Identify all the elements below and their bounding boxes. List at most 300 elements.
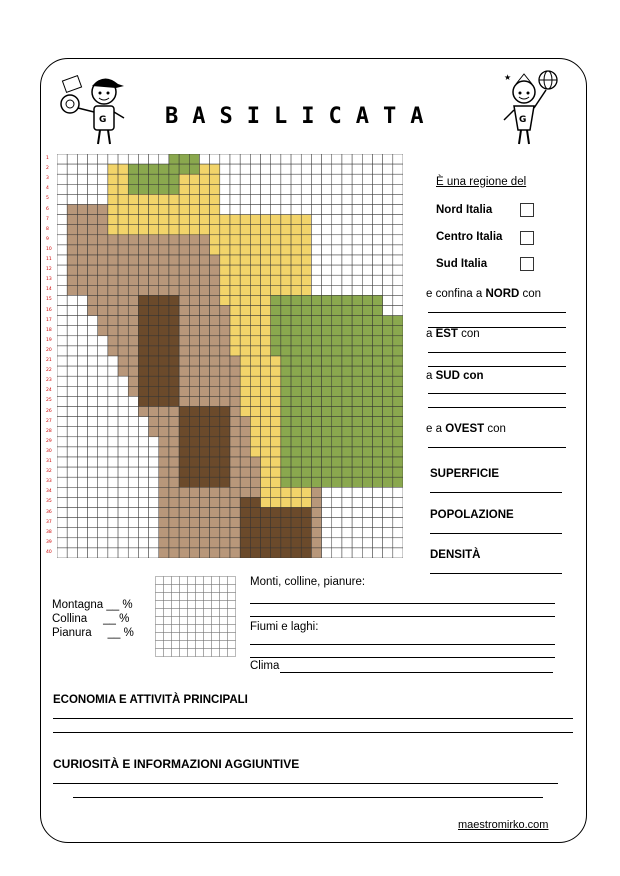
small-grid-cell[interactable]: [156, 649, 164, 657]
grid-cell[interactable]: [67, 538, 77, 548]
grid-cell[interactable]: [57, 164, 67, 174]
grid-cell[interactable]: [383, 376, 393, 386]
grid-cell[interactable]: [281, 356, 291, 366]
grid-cell[interactable]: [108, 235, 118, 245]
grid-cell[interactable]: [77, 154, 87, 164]
grid-cell[interactable]: [138, 245, 148, 255]
grid-cell[interactable]: [169, 285, 179, 295]
grid-cell[interactable]: [372, 285, 382, 295]
grid-cell[interactable]: [372, 528, 382, 538]
grid-cell[interactable]: [88, 538, 98, 548]
grid-cell[interactable]: [250, 326, 260, 336]
grid-cell[interactable]: [383, 457, 393, 467]
grid-cell[interactable]: [291, 225, 301, 235]
grid-cell[interactable]: [220, 285, 230, 295]
grid-cell[interactable]: [342, 366, 352, 376]
grid-cell[interactable]: [281, 316, 291, 326]
grid-cell[interactable]: [67, 154, 77, 164]
grid-cell[interactable]: [88, 366, 98, 376]
grid-cell[interactable]: [138, 285, 148, 295]
answer-line[interactable]: [428, 352, 566, 353]
grid-cell[interactable]: [149, 285, 159, 295]
grid-cell[interactable]: [261, 528, 271, 538]
small-grid-cell[interactable]: [172, 593, 180, 601]
grid-cell[interactable]: [88, 447, 98, 457]
grid-cell[interactable]: [301, 205, 311, 215]
grid-cell[interactable]: [199, 538, 209, 548]
grid-cell[interactable]: [352, 184, 362, 194]
answer-line[interactable]: [250, 657, 555, 658]
grid-cell[interactable]: [57, 497, 67, 507]
grid-cell[interactable]: [352, 518, 362, 528]
grid-cell[interactable]: [230, 225, 240, 235]
grid-cell[interactable]: [169, 326, 179, 336]
small-grid-cell[interactable]: [196, 609, 204, 617]
small-grid-cell[interactable]: [180, 625, 188, 633]
grid-cell[interactable]: [77, 295, 87, 305]
small-grid-cell[interactable]: [204, 609, 212, 617]
grid-cell[interactable]: [352, 548, 362, 558]
grid-cell[interactable]: [220, 316, 230, 326]
grid-cell[interactable]: [159, 427, 169, 437]
grid-cell[interactable]: [98, 417, 108, 427]
grid-cell[interactable]: [118, 336, 128, 346]
grid-cell[interactable]: [383, 396, 393, 406]
small-grid-cell[interactable]: [228, 585, 236, 593]
grid-cell[interactable]: [220, 326, 230, 336]
grid-cell[interactable]: [271, 477, 281, 487]
grid-cell[interactable]: [98, 194, 108, 204]
grid-cell[interactable]: [250, 508, 260, 518]
grid-cell[interactable]: [342, 497, 352, 507]
grid-cell[interactable]: [281, 366, 291, 376]
grid-cell[interactable]: [169, 417, 179, 427]
grid-cell[interactable]: [240, 346, 250, 356]
grid-cell[interactable]: [281, 184, 291, 194]
grid-cell[interactable]: [342, 285, 352, 295]
grid-cell[interactable]: [98, 154, 108, 164]
grid-cell[interactable]: [261, 396, 271, 406]
grid-cell[interactable]: [88, 487, 98, 497]
grid-cell[interactable]: [332, 396, 342, 406]
grid-cell[interactable]: [393, 205, 403, 215]
grid-cell[interactable]: [322, 477, 332, 487]
grid-cell[interactable]: [128, 215, 138, 225]
small-grid-cell[interactable]: [172, 601, 180, 609]
grid-cell[interactable]: [301, 174, 311, 184]
grid-cell[interactable]: [332, 508, 342, 518]
grid-cell[interactable]: [311, 265, 321, 275]
grid-cell[interactable]: [372, 154, 382, 164]
grid-cell[interactable]: [281, 396, 291, 406]
grid-cell[interactable]: [179, 316, 189, 326]
grid-cell[interactable]: [108, 386, 118, 396]
grid-cell[interactable]: [322, 164, 332, 174]
grid-cell[interactable]: [240, 265, 250, 275]
grid-cell[interactable]: [67, 508, 77, 518]
grid-cell[interactable]: [230, 457, 240, 467]
grid-cell[interactable]: [352, 215, 362, 225]
grid-cell[interactable]: [230, 386, 240, 396]
grid-cell[interactable]: [210, 366, 220, 376]
grid-cell[interactable]: [77, 245, 87, 255]
small-grid-cell[interactable]: [156, 641, 164, 649]
grid-cell[interactable]: [301, 437, 311, 447]
grid-cell[interactable]: [230, 548, 240, 558]
grid-cell[interactable]: [362, 548, 372, 558]
grid-cell[interactable]: [118, 518, 128, 528]
grid-cell[interactable]: [301, 295, 311, 305]
grid-cell[interactable]: [271, 336, 281, 346]
grid-cell[interactable]: [77, 164, 87, 174]
grid-cell[interactable]: [342, 295, 352, 305]
grid-cell[interactable]: [77, 437, 87, 447]
grid-cell[interactable]: [230, 407, 240, 417]
grid-cell[interactable]: [362, 437, 372, 447]
grid-cell[interactable]: [199, 417, 209, 427]
grid-cell[interactable]: [199, 184, 209, 194]
grid-cell[interactable]: [342, 225, 352, 235]
grid-cell[interactable]: [98, 437, 108, 447]
grid-cell[interactable]: [88, 427, 98, 437]
grid-cell[interactable]: [189, 437, 199, 447]
grid-cell[interactable]: [362, 205, 372, 215]
grid-cell[interactable]: [57, 427, 67, 437]
grid-cell[interactable]: [179, 497, 189, 507]
grid-cell[interactable]: [240, 326, 250, 336]
grid-cell[interactable]: [128, 366, 138, 376]
grid-cell[interactable]: [88, 174, 98, 184]
grid-cell[interactable]: [291, 346, 301, 356]
grid-cell[interactable]: [362, 407, 372, 417]
grid-cell[interactable]: [128, 417, 138, 427]
grid-cell[interactable]: [230, 255, 240, 265]
grid-cell[interactable]: [108, 336, 118, 346]
grid-cell[interactable]: [322, 497, 332, 507]
grid-cell[interactable]: [189, 407, 199, 417]
grid-cell[interactable]: [220, 245, 230, 255]
grid-cell[interactable]: [189, 154, 199, 164]
grid-cell[interactable]: [128, 548, 138, 558]
grid-cell[interactable]: [362, 336, 372, 346]
grid-cell[interactable]: [67, 477, 77, 487]
grid-cell[interactable]: [108, 457, 118, 467]
grid-cell[interactable]: [189, 477, 199, 487]
grid-cell[interactable]: [118, 265, 128, 275]
grid-cell[interactable]: [322, 538, 332, 548]
grid-cell[interactable]: [271, 407, 281, 417]
small-grid-cell[interactable]: [220, 609, 228, 617]
grid-cell[interactable]: [159, 316, 169, 326]
grid-cell[interactable]: [128, 265, 138, 275]
grid-cell[interactable]: [138, 528, 148, 538]
grid-cell[interactable]: [210, 326, 220, 336]
grid-cell[interactable]: [189, 538, 199, 548]
grid-cell[interactable]: [383, 194, 393, 204]
grid-cell[interactable]: [322, 316, 332, 326]
grid-cell[interactable]: [352, 235, 362, 245]
grid-cell[interactable]: [67, 255, 77, 265]
grid-cell[interactable]: [291, 497, 301, 507]
grid-cell[interactable]: [77, 184, 87, 194]
grid-cell[interactable]: [352, 487, 362, 497]
grid-cell[interactable]: [179, 275, 189, 285]
grid-cell[interactable]: [311, 306, 321, 316]
grid-cell[interactable]: [393, 225, 403, 235]
grid-cell[interactable]: [393, 235, 403, 245]
grid-cell[interactable]: [128, 295, 138, 305]
small-grid-cell[interactable]: [188, 641, 196, 649]
grid-cell[interactable]: [149, 396, 159, 406]
grid-cell[interactable]: [352, 508, 362, 518]
grid-cell[interactable]: [98, 497, 108, 507]
grid-cell[interactable]: [169, 306, 179, 316]
grid-cell[interactable]: [108, 346, 118, 356]
grid-cell[interactable]: [250, 407, 260, 417]
grid-cell[interactable]: [118, 326, 128, 336]
grid-cell[interactable]: [199, 386, 209, 396]
grid-cell[interactable]: [383, 154, 393, 164]
grid-cell[interactable]: [332, 386, 342, 396]
grid-cell[interactable]: [138, 366, 148, 376]
grid-cell[interactable]: [108, 376, 118, 386]
grid-cell[interactable]: [57, 285, 67, 295]
grid-cell[interactable]: [352, 477, 362, 487]
grid-cell[interactable]: [332, 326, 342, 336]
small-grid-cell[interactable]: [156, 609, 164, 617]
grid-cell[interactable]: [67, 174, 77, 184]
grid-cell[interactable]: [149, 548, 159, 558]
grid-cell[interactable]: [128, 336, 138, 346]
grid-cell[interactable]: [128, 437, 138, 447]
grid-cell[interactable]: [199, 447, 209, 457]
grid-cell[interactable]: [342, 427, 352, 437]
grid-cell[interactable]: [240, 447, 250, 457]
grid-cell[interactable]: [159, 457, 169, 467]
small-grid-cell[interactable]: [204, 641, 212, 649]
grid-cell[interactable]: [332, 518, 342, 528]
grid-cell[interactable]: [98, 376, 108, 386]
grid-cell[interactable]: [240, 538, 250, 548]
grid-cell[interactable]: [57, 467, 67, 477]
small-grid-cell[interactable]: [172, 625, 180, 633]
grid-cell[interactable]: [138, 194, 148, 204]
grid-cell[interactable]: [230, 396, 240, 406]
grid-cell[interactable]: [98, 275, 108, 285]
grid-cell[interactable]: [88, 396, 98, 406]
grid-cell[interactable]: [271, 548, 281, 558]
grid-cell[interactable]: [301, 396, 311, 406]
grid-cell[interactable]: [311, 427, 321, 437]
grid-cell[interactable]: [98, 528, 108, 538]
grid-cell[interactable]: [393, 265, 403, 275]
grid-cell[interactable]: [230, 316, 240, 326]
grid-cell[interactable]: [159, 255, 169, 265]
grid-cell[interactable]: [240, 275, 250, 285]
grid-cell[interactable]: [199, 366, 209, 376]
grid-cell[interactable]: [352, 154, 362, 164]
grid-cell[interactable]: [159, 174, 169, 184]
grid-cell[interactable]: [291, 366, 301, 376]
grid-cell[interactable]: [199, 205, 209, 215]
grid-cell[interactable]: [342, 235, 352, 245]
grid-cell[interactable]: [149, 518, 159, 528]
grid-cell[interactable]: [189, 548, 199, 558]
grid-cell[interactable]: [322, 205, 332, 215]
grid-cell[interactable]: [261, 417, 271, 427]
grid-cell[interactable]: [311, 225, 321, 235]
small-grid-cell[interactable]: [212, 625, 220, 633]
grid-cell[interactable]: [393, 174, 403, 184]
grid-cell[interactable]: [281, 487, 291, 497]
grid-cell[interactable]: [169, 235, 179, 245]
grid-cell[interactable]: [220, 528, 230, 538]
answer-line[interactable]: [430, 492, 562, 493]
grid-cell[interactable]: [332, 215, 342, 225]
grid-cell[interactable]: [67, 518, 77, 528]
grid-cell[interactable]: [311, 174, 321, 184]
grid-cell[interactable]: [67, 447, 77, 457]
grid-cell[interactable]: [393, 528, 403, 538]
grid-cell[interactable]: [352, 295, 362, 305]
grid-cell[interactable]: [88, 477, 98, 487]
grid-cell[interactable]: [118, 467, 128, 477]
grid-cell[interactable]: [291, 467, 301, 477]
grid-cell[interactable]: [220, 235, 230, 245]
small-grid-cell[interactable]: [164, 625, 172, 633]
grid-cell[interactable]: [322, 437, 332, 447]
answer-line[interactable]: [428, 393, 566, 394]
grid-cell[interactable]: [250, 356, 260, 366]
grid-cell[interactable]: [77, 427, 87, 437]
grid-cell[interactable]: [342, 184, 352, 194]
grid-cell[interactable]: [189, 174, 199, 184]
grid-cell[interactable]: [301, 538, 311, 548]
small-grid-cell[interactable]: [180, 633, 188, 641]
grid-cell[interactable]: [230, 447, 240, 457]
grid-cell[interactable]: [281, 265, 291, 275]
grid-cell[interactable]: [118, 285, 128, 295]
grid-cell[interactable]: [372, 316, 382, 326]
grid-cell[interactable]: [128, 467, 138, 477]
small-grid-cell[interactable]: [156, 601, 164, 609]
grid-cell[interactable]: [149, 316, 159, 326]
grid-cell[interactable]: [149, 427, 159, 437]
grid-cell[interactable]: [342, 336, 352, 346]
grid-cell[interactable]: [199, 255, 209, 265]
grid-cell[interactable]: [332, 265, 342, 275]
grid-cell[interactable]: [118, 164, 128, 174]
grid-cell[interactable]: [240, 306, 250, 316]
grid-cell[interactable]: [362, 427, 372, 437]
grid-cell[interactable]: [57, 528, 67, 538]
grid-cell[interactable]: [138, 427, 148, 437]
grid-cell[interactable]: [138, 508, 148, 518]
grid-cell[interactable]: [179, 376, 189, 386]
grid-cell[interactable]: [128, 427, 138, 437]
grid-cell[interactable]: [220, 518, 230, 528]
grid-cell[interactable]: [291, 477, 301, 487]
grid-cell[interactable]: [271, 497, 281, 507]
grid-cell[interactable]: [372, 275, 382, 285]
grid-cell[interactable]: [138, 447, 148, 457]
grid-cell[interactable]: [240, 255, 250, 265]
grid-cell[interactable]: [362, 225, 372, 235]
grid-cell[interactable]: [77, 225, 87, 235]
grid-cell[interactable]: [108, 184, 118, 194]
grid-cell[interactable]: [77, 336, 87, 346]
grid-cell[interactable]: [362, 326, 372, 336]
grid-cell[interactable]: [57, 194, 67, 204]
answer-line[interactable]: [430, 573, 562, 574]
grid-cell[interactable]: [301, 164, 311, 174]
grid-cell[interactable]: [67, 427, 77, 437]
grid-cell[interactable]: [210, 205, 220, 215]
grid-cell[interactable]: [332, 225, 342, 235]
grid-cell[interactable]: [88, 255, 98, 265]
grid-cell[interactable]: [138, 174, 148, 184]
small-grid-cell[interactable]: [228, 641, 236, 649]
grid-cell[interactable]: [230, 467, 240, 477]
small-grid-cell[interactable]: [156, 625, 164, 633]
grid-cell[interactable]: [250, 245, 260, 255]
grid-cell[interactable]: [372, 457, 382, 467]
grid-cell[interactable]: [57, 326, 67, 336]
grid-cell[interactable]: [88, 386, 98, 396]
grid-cell[interactable]: [311, 538, 321, 548]
grid-cell[interactable]: [393, 447, 403, 457]
grid-cell[interactable]: [271, 316, 281, 326]
grid-cell[interactable]: [230, 154, 240, 164]
grid-cell[interactable]: [322, 548, 332, 558]
grid-cell[interactable]: [322, 215, 332, 225]
grid-cell[interactable]: [332, 174, 342, 184]
grid-cell[interactable]: [67, 205, 77, 215]
grid-cell[interactable]: [393, 396, 403, 406]
grid-cell[interactable]: [240, 164, 250, 174]
grid-cell[interactable]: [57, 245, 67, 255]
grid-cell[interactable]: [250, 437, 260, 447]
grid-cell[interactable]: [393, 306, 403, 316]
grid-cell[interactable]: [149, 306, 159, 316]
grid-cell[interactable]: [159, 356, 169, 366]
small-grid-cell[interactable]: [180, 649, 188, 657]
grid-cell[interactable]: [240, 285, 250, 295]
grid-cell[interactable]: [220, 154, 230, 164]
grid-cell[interactable]: [179, 235, 189, 245]
grid-cell[interactable]: [322, 396, 332, 406]
grid-cell[interactable]: [301, 457, 311, 467]
grid-cell[interactable]: [240, 407, 250, 417]
grid-cell[interactable]: [372, 497, 382, 507]
grid-cell[interactable]: [189, 518, 199, 528]
grid-cell[interactable]: [149, 215, 159, 225]
grid-cell[interactable]: [230, 184, 240, 194]
grid-cell[interactable]: [240, 316, 250, 326]
grid-cell[interactable]: [261, 518, 271, 528]
grid-cell[interactable]: [57, 174, 67, 184]
grid-cell[interactable]: [281, 306, 291, 316]
grid-cell[interactable]: [250, 447, 260, 457]
grid-cell[interactable]: [138, 275, 148, 285]
grid-cell[interactable]: [393, 316, 403, 326]
grid-cell[interactable]: [311, 407, 321, 417]
grid-cell[interactable]: [250, 427, 260, 437]
grid-cell[interactable]: [301, 518, 311, 528]
grid-cell[interactable]: [67, 417, 77, 427]
grid-cell[interactable]: [67, 285, 77, 295]
grid-cell[interactable]: [128, 356, 138, 366]
